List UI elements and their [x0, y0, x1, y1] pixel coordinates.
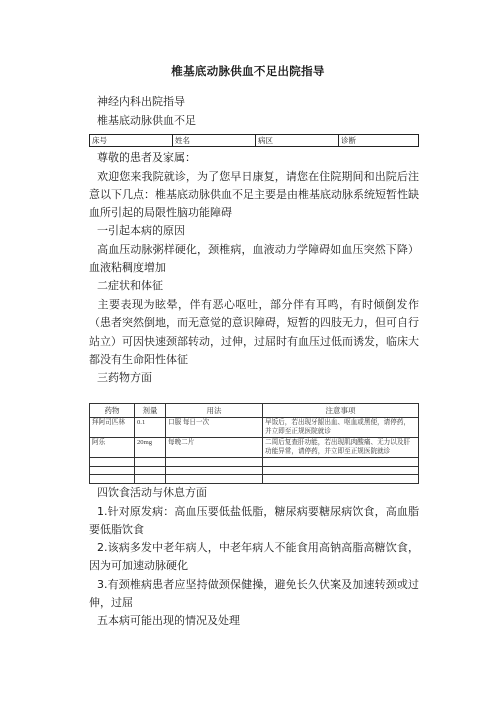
diagnosis-cell: 诊断: [339, 135, 419, 147]
intro-paragraph: 欢迎您来我院就诊，为了您早日康复，请您在住院期间和出院后注意以下几点：椎基底动脉供血不足主要是由椎基底动脉系统短暂性缺血所引起的局限性脑功能障碍: [89, 169, 419, 220]
disease-line: 椎基底动脉供血不足: [97, 113, 196, 127]
drug-dose: 20mg: [135, 438, 166, 458]
drug-dose: 0.1: [135, 418, 166, 438]
drug-usage: 每晚二片: [166, 438, 263, 458]
section4-title: 四饮食活动与休息方面: [97, 486, 207, 499]
drug-name: 阿乐: [90, 438, 135, 458]
ward-cell: 病区: [256, 135, 339, 147]
drug-name: 拜阿司匹林: [90, 418, 135, 438]
table-row-empty: [90, 475, 419, 484]
drug-header-dose: 剂量: [135, 404, 166, 418]
drug-header-usage: 用法: [166, 404, 263, 418]
drug-table-header: [90, 404, 419, 418]
table-row: [90, 418, 419, 438]
section2-paragraph: 主要表现为眩晕，伴有恶心呕吐，部分伴有耳鸣，有时倾倒发作（患者突然倒地，而无意觉的意识障碍，短暂的四肢无力，但可自行站立）可因快速颈部转动，过伸，过屈时有血压过低而诱发，临床大都没有生命阳性体征: [89, 297, 419, 366]
section4-item-1: 1.针对原发病：高血压要低盐低脂，糖尿病要糖尿病饮食，高血脂要低脂饮食: [89, 504, 419, 536]
patient-info-table: [89, 134, 419, 147]
section5-title: 五本病可能出现的情况及处理: [97, 614, 240, 628]
section2-title: 二症状和体征: [97, 279, 163, 293]
section3-title: 三药物方面: [97, 371, 152, 385]
body-block-1: [89, 149, 419, 388]
table-row-empty: [90, 466, 419, 475]
drug-header-name: 药物: [90, 404, 135, 418]
table-row: [90, 438, 419, 458]
name-cell: 姓名: [173, 135, 256, 147]
greeting: 尊敬的患者及家属：: [97, 151, 196, 164]
drug-table: [89, 403, 419, 484]
drug-notes: 早饭后，若出现牙龈出血、呕血或黑便，请停药，并立即至正规医院就诊: [263, 418, 419, 438]
info-table-block: [89, 134, 419, 147]
section1-title: 一引起本病的原因: [97, 224, 185, 238]
bed-number-cell: 床号: [90, 135, 173, 147]
section4-item-3: 3.有颈椎病患者应坚持做颈保健操，避免长久伏案及加速转颈或过伸，过屈: [89, 577, 419, 609]
drug-table-block: [89, 403, 419, 484]
section4-item-2: 2.该病多发中老年病人，中老年病人不能食用高钠高脂高糖饮食，因为可加速动脉硬化: [89, 541, 419, 573]
drug-usage: 口服 每日一次: [166, 418, 263, 438]
body-block-2: [89, 484, 419, 631]
document-title: 椎基底动脉供血不足出院指导: [171, 64, 325, 78]
department-line: 神经内科出院指导: [97, 95, 185, 108]
drug-notes: 二周后复查肝功能，若出现肌肉酸痛、无力以及肝功能异常，请停药，并立即至正规医院就诊: [263, 438, 419, 458]
header-block: [89, 93, 419, 130]
table-row-empty: [90, 458, 419, 467]
section1-paragraph: 高血压动脉粥样硬化，颈椎病，血液动力学障碍如血压突然下降）血液粘稠度增加: [89, 242, 419, 275]
drug-header-notes: 注意事项: [263, 404, 419, 418]
